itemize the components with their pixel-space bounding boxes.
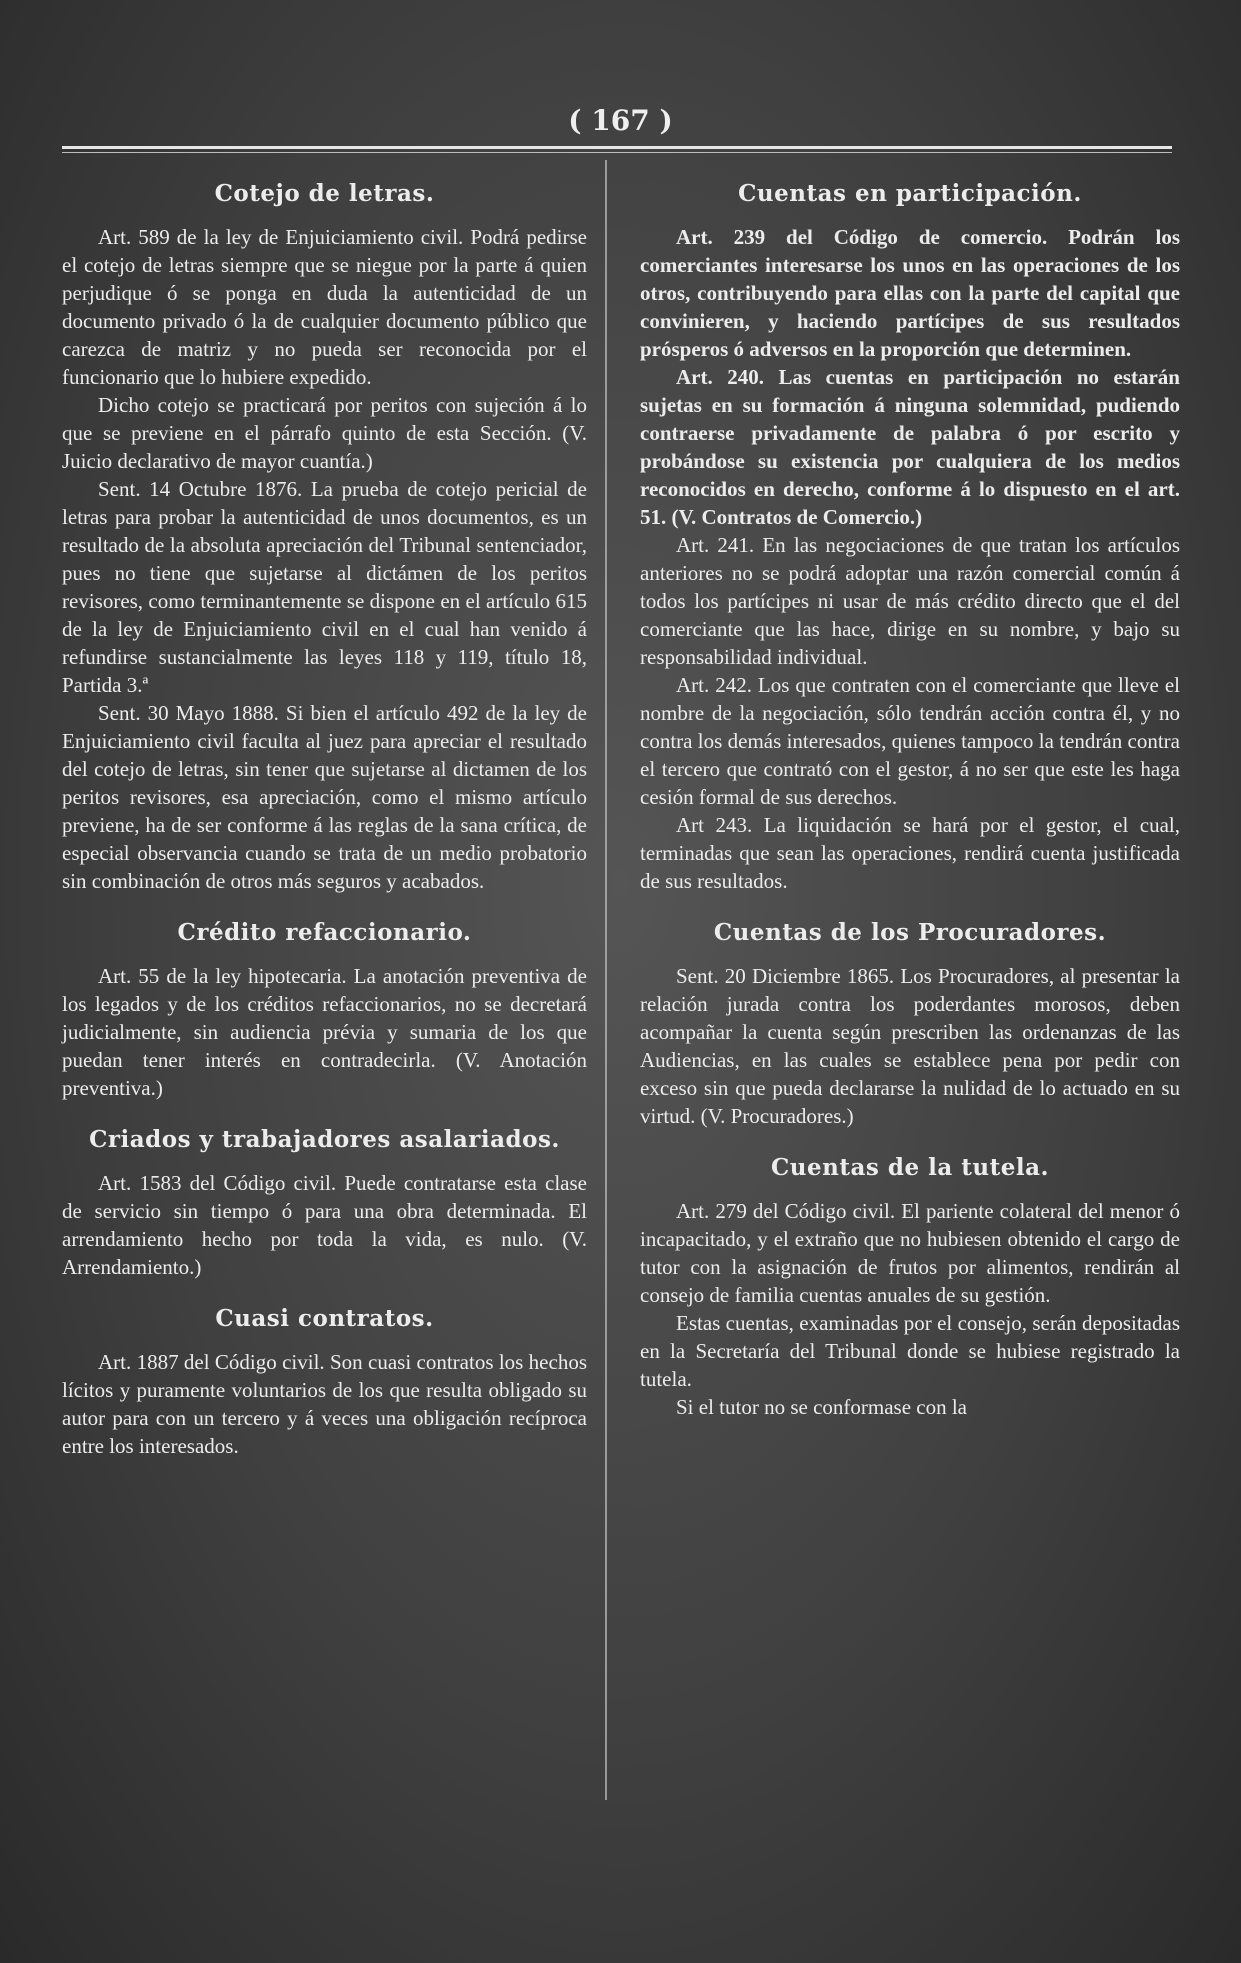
- section-title-cotejo: Cotejo de letras.: [214, 180, 435, 207]
- section-title-cuasi: Cuasi contratos.: [215, 1305, 434, 1332]
- paragraph: Sent. 20 Diciembre 1865. Los Procuradores, al presentar la relación jurada contra los poderdantes morosos, deben acompañar la cuenta según prescriben las ordenanzas de las Audiencias, en las cuales se establece pena por pedir con exceso sin que pueda declararse la nulidad de lo actuado en su virtud. (V. Procuradores.): [640, 964, 1180, 1128]
- paragraph: Art. 589 de la ley de Enjuiciamiento civil. Podrá pedirse el cotejo de letras siempre que se niegue por la parte á quien perjudique ó se ponga en duda la autenticidad de un documento privado ó la de cualquier documento público que carezca de matriz y no pueda ser reconocida por el funcionario que lo hubiere expedido.: [62, 225, 587, 389]
- paragraph: Si el tutor no se conformase con la: [676, 1395, 968, 1419]
- paragraph: Sent. 14 Octubre 1876. La prueba de cotejo pericial de letras para probar la autenticidad de unos documentos, es un resultado de la absoluta apreciación del Tribunal sentenciador, pues no tiene que sujetarse al dictámen de los peritos revisores, como terminantemente se dispone en el artículo 615 de la ley de Enjuiciamiento civil en el cual han venido á refundirse sustancialmente las leyes 118 y 119, título 18, Partida 3.ª: [62, 477, 587, 697]
- paragraph: Art 243. La liquidación se hará por el gestor, el cual, terminadas que sean las operaciones, rendirá cuenta justificada de sus resultados.: [640, 813, 1180, 893]
- section-title-credito: Crédito refaccionario.: [177, 919, 472, 946]
- page-number: ( 167 ): [568, 104, 673, 137]
- paragraph: Art. 55 de la ley hipotecaria. La anotación preventiva de los legados y de los créditos refaccionarios, no se decretará judicialmente, sin audiencia prévia y sumaria de los que puedan tener interés en contradecirla. (V. Anotación preventiva.): [62, 964, 587, 1100]
- right-column: [640, 170, 1180, 1421]
- paragraph: Dicho cotejo se practicará por peritos con sujeción á lo que se previene en el párrafo quinto de esta Sección. (V. Juicio declarativo de mayor cuantía.): [62, 393, 587, 473]
- paragraph: Art. 242. Los que contraten con el comerciante que lleve el nombre de la negociación, sólo tendrán acción contra él, y no contra los demás interesados, quienes tampoco la tendrán contra el tercero que contrató con el gestor, á no ser que este les haga cesión formal de sus derechos.: [640, 673, 1180, 809]
- section-title-tutela: Cuentas de la tutela.: [771, 1154, 1049, 1181]
- paragraph: Art. 1887 del Código civil. Son cuasi contratos los hechos lícitos y puramente voluntarios de los que resulta obligado su autor para con un tercero y á veces una obligación recíproca entre los interesados.: [62, 1350, 587, 1458]
- left-column: [62, 170, 587, 1460]
- section-title-criados: Criados y trabajadores asalariados.: [89, 1126, 560, 1153]
- section-title-procuradores: Cuentas de los Procuradores.: [713, 919, 1107, 946]
- section-title-cuentas-participacion: Cuentas en participación.: [738, 180, 1082, 207]
- header-rule: [62, 146, 1172, 149]
- paragraph: Estas cuentas, examinadas por el consejo, serán depositadas en la Secretaría del Tribunal donde se hubiese registrado la tutela.: [640, 1311, 1180, 1391]
- paragraph: Art. 241. En las negociaciones de que tratan los artículos anteriores no se podrá adoptar una razón comercial común á todos los partícipes ni usar de más crédito directo que el del comerciante que las hace, dirige en su nombre, y bajo su responsabilidad individual.: [640, 533, 1180, 669]
- paragraph: Art. 1583 del Código civil. Puede contratarse esta clase de servicio sin tiempo ó para una obra determinada. El arrendamiento hecho por toda la vida, es nulo. (V. Arrendamiento.): [62, 1171, 587, 1279]
- paragraph: Art. 240. Las cuentas en participación no estarán sujetas en su formación á ninguna solemnidad, pudiendo contraerse privadamente de palabra ó por escrito y probándose su existencia por cualquiera de los medios reconocidos en derecho, conforme á lo dispuesto en el art. 51. (V. Contratos de Comercio.): [640, 365, 1180, 529]
- column-divider: [605, 160, 607, 1800]
- paragraph: Art. 239 del Código de comercio. Podrán los comerciantes interesarse los unos en las operaciones de los otros, contribuyendo para ellas con la parte del capital que convinieren, y haciendo partícipes de sus resultados prósperos ó adversos en la proporción que determinen.: [640, 225, 1180, 361]
- header-rule-thin: [62, 152, 1172, 153]
- paragraph: Sent. 30 Mayo 1888. Si bien el artículo 492 de la ley de Enjuiciamiento civil faculta al juez para apreciar el resultado del cotejo de letras, sin tener que sujetarse al dictamen de los peritos revisores, esa apreciación, como el mismo artículo previene, ha de ser conforme á las reglas de la sana crítica, de especial observancia cuando se trata de un medio probatorio sin combinación de otros más seguros y acabados.: [62, 701, 587, 893]
- paragraph: Art. 279 del Código civil. El pariente colateral del menor ó incapacitado, y el extraño que no hubiesen obtenido el cargo de tutor con la asignación de frutos por alimentos, rendirán al consejo de familia cuentas anuales de su gestión.: [640, 1199, 1180, 1307]
